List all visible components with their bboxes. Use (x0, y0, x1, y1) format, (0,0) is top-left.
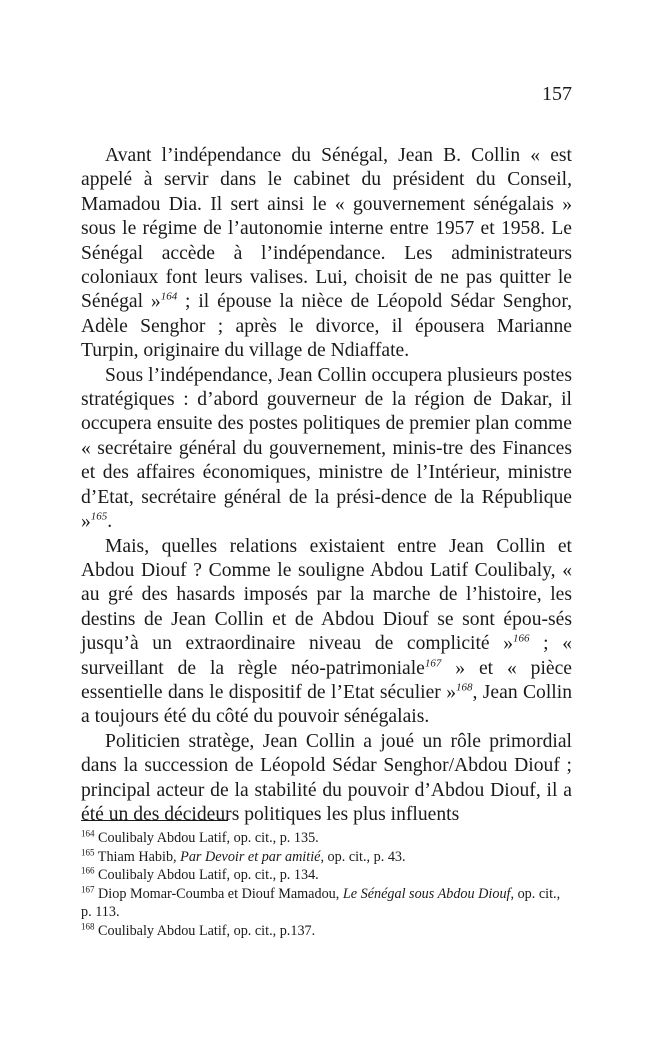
page-number: 157 (542, 83, 572, 105)
text-run: Diop Momar-Coumba et Diouf Mamadou, (98, 885, 343, 902)
text-run: Coulibaly Abdou Latif, op. cit., p. 135. (98, 830, 319, 846)
text-run: Coulibaly Abdou Latif, op. cit., p.137. (98, 922, 316, 939)
footnote-number: 167 (81, 884, 95, 895)
footnote-reference: 168 (456, 681, 473, 694)
italic-title: Le Sénégal sous Abdou Diouf (342, 885, 511, 902)
text-run: ; il épouse la nièce de Léopold Sédar Senghor, Adèle Senghor ; après le divorce, il épousera Marianne Turpin, originaire du village de Ndiaffate. (81, 291, 572, 362)
text-run: Coulibaly Abdou Latif, op. cit., p. 134. (98, 867, 319, 884)
text-run: Mais, quelles relations existaient entre Jean Collin et Abdou Diouf ? Comme le souligne Abdou Latif Coulibaly, « au gré des hasards imposés par la marche de l’histoire, les destins de Jean Collin et de Abdou Diouf se sont épou-sés jusqu’à un extraordinaire niveau de complicité » (81, 535, 572, 655)
text-run: Thiam Habib, (97, 848, 181, 865)
footnote (81, 922, 572, 941)
footnote-number: 166 (81, 865, 95, 876)
footnote-reference: 164 (160, 290, 178, 303)
footnote-number: 165 (81, 846, 95, 857)
body-text (81, 144, 572, 827)
text-run: » et « pièce essentielle dans le dispositif de l’Etat séculier » (81, 657, 572, 703)
footnote (81, 848, 572, 867)
paragraph (81, 535, 572, 730)
text-run: ; « surveillant de la règle néo-patrimoniale (81, 633, 572, 679)
footnote-separator (81, 820, 228, 821)
footnote (81, 885, 572, 922)
footnote-number: 164 (81, 828, 95, 839)
text-run: . (107, 511, 113, 533)
footnote-reference: 167 (424, 657, 442, 669)
paragraph (81, 144, 572, 364)
footnotes (81, 829, 572, 941)
footnote-reference: 165 (90, 510, 108, 523)
text-run: Politicien stratège, Jean Collin a joué un rôle primordial dans la succession de Léopold Sédar Senghor/Abdou Diouf ; principal acteur de la stabilité du pouvoir d’Abdou Diouf, il a été un des décideurs politiques les plus influents (81, 730, 572, 825)
paragraph (81, 364, 572, 535)
italic-title: Par Devoir et par amitié (180, 848, 321, 865)
text-run: Avant l’indépendance du Sénégal, Jean B. Collin « est appelé à servir dans le cabinet du président du Conseil, Mamadou Dia. Il sert ainsi le « gouvernement sénégalais » sous le régime de l’autonomie interne entre 1957 et 1958. Le Sénégal accède à l’indépendance. Les administrateurs coloniaux font leurs valises. Lui, choisit de ne pas quitter le Sénégal » (81, 145, 572, 313)
footnote (81, 829, 572, 848)
paragraph (81, 730, 572, 828)
text-run: , op. cit., p. 113. (81, 885, 561, 921)
text-run: , op. cit., p. 43. (320, 848, 406, 865)
text-run: , Jean Collin a toujours été du côté du pouvoir sénégalais. (81, 681, 572, 728)
footnote (81, 866, 572, 885)
footnote-reference: 166 (513, 632, 530, 645)
text-run: Sous l’indépendance, Jean Collin occupera plusieurs postes stratégiques : d’abord gouverneur de la région de Dakar, il occupera ensuite des postes politiques de premier plan comme « secrétaire général du gouvernement, minis-tre des Finances et des affaires économiques, ministre de l’Intérieur, ministre d’Etat, secrétaire général de la prési-dence de la République » (81, 364, 572, 533)
footnote-number: 168 (81, 921, 95, 932)
